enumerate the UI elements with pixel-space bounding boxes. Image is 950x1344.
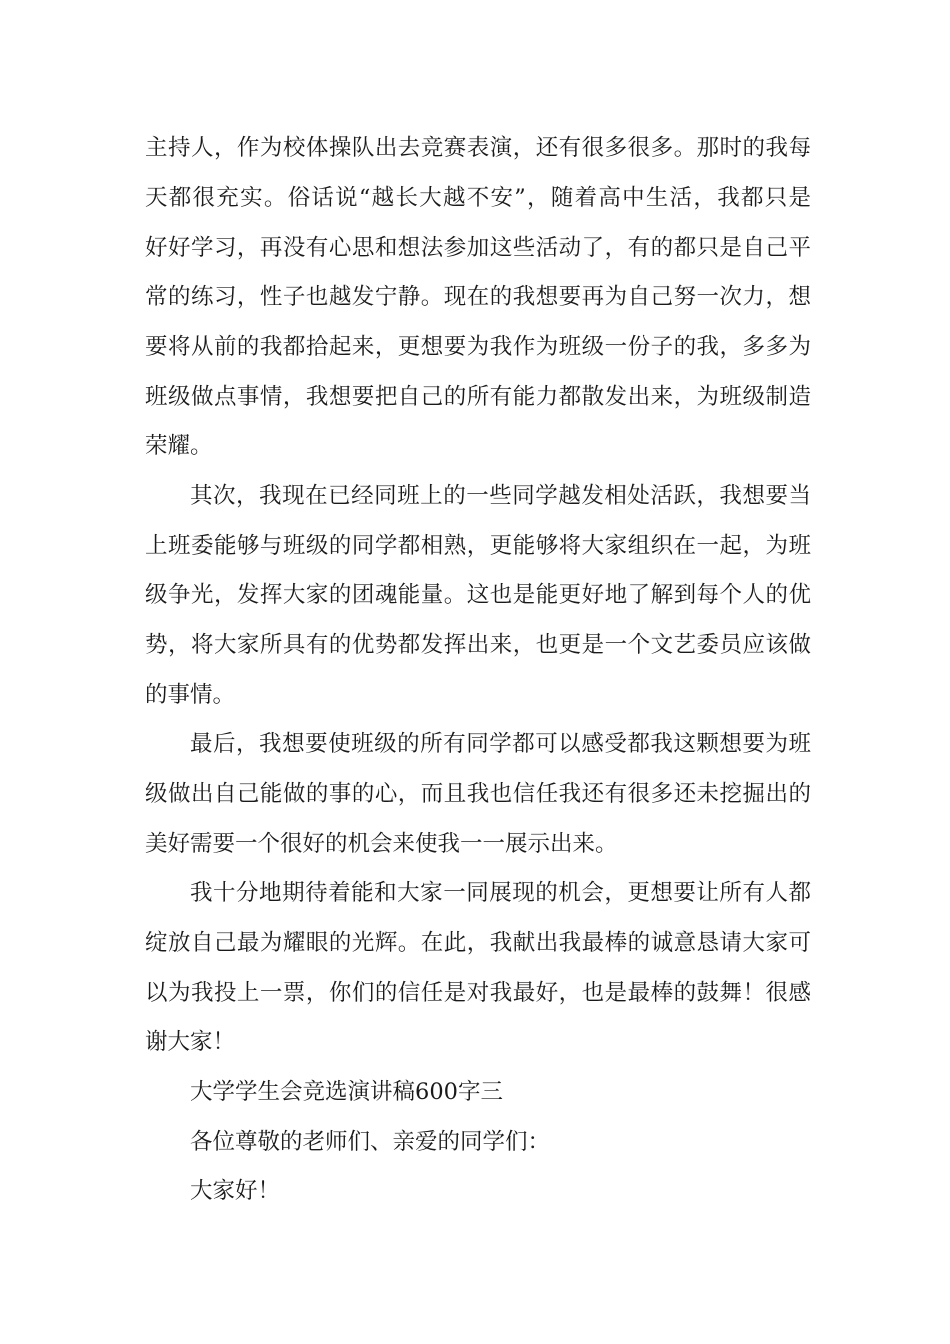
text-line: 美好需要一个很好的机会来使我一一展示出来。 xyxy=(145,831,618,857)
greeting: 大家好！ xyxy=(190,1178,281,1204)
text-line: 主持人，作为校体操队出去竞赛表演，还有很多很多。那时的我每 xyxy=(145,135,811,161)
text-line: 要将从前的我都拾起来，更想要为我作为班级一份子的我，多多为 xyxy=(145,334,811,360)
text-line: 常的练习，性子也越发宁静。现在的我想要再为自己努一次力，想 xyxy=(145,284,811,310)
text-line: 的事情。 xyxy=(145,682,236,708)
paragraph-first-line: 其次，我现在已经同班上的一些同学越发相处活跃，我想要当 xyxy=(190,483,811,509)
paragraph-first-line: 最后，我想要使班级的所有同学都可以感受都我这颗想要为班 xyxy=(190,731,811,757)
text-line: 班级做点事情，我想要把自己的所有能力都散发出来，为班级制造 xyxy=(145,384,811,410)
text-line: 上班委能够与班级的同学都相熟，更能够将大家组织在一起，为班 xyxy=(145,533,811,559)
text-line: 级争光，发挥大家的团魂能量。这也是能更好地了解到每个人的优 xyxy=(145,582,811,608)
text-line: 绽放自己最为耀眼的光辉。在此，我献出我最棒的诚意恳请大家可 xyxy=(145,930,811,956)
section-heading: 大学学生会竞选演讲稿600字三 xyxy=(190,1079,503,1105)
text-line: 好好学习，再没有心思和想法参加这些活动了，有的都只是自己平 xyxy=(145,235,811,261)
text-line: 以为我投上一票，你们的信任是对我最好，也是最棒的鼓舞！很感 xyxy=(145,980,811,1006)
salutation: 各位尊敬的老师们、亲爱的同学们： xyxy=(190,1129,551,1155)
text-line: 势，将大家所具有的优势都发挥出来，也更是一个文艺委员应该做 xyxy=(145,632,811,658)
text-line: 级做出自己能做的事的心，而且我也信任我还有很多还未挖掘出的 xyxy=(145,781,811,807)
text-line: 天都很充实。俗话说“越长大越不安”，随着高中生活，我都只是 xyxy=(145,185,811,211)
text-line: 谢大家！ xyxy=(145,1029,236,1055)
paragraph-first-line: 我十分地期待着能和大家一同展现的机会，更想要让所有人都 xyxy=(190,880,811,906)
text-line: 荣耀。 xyxy=(145,433,213,459)
